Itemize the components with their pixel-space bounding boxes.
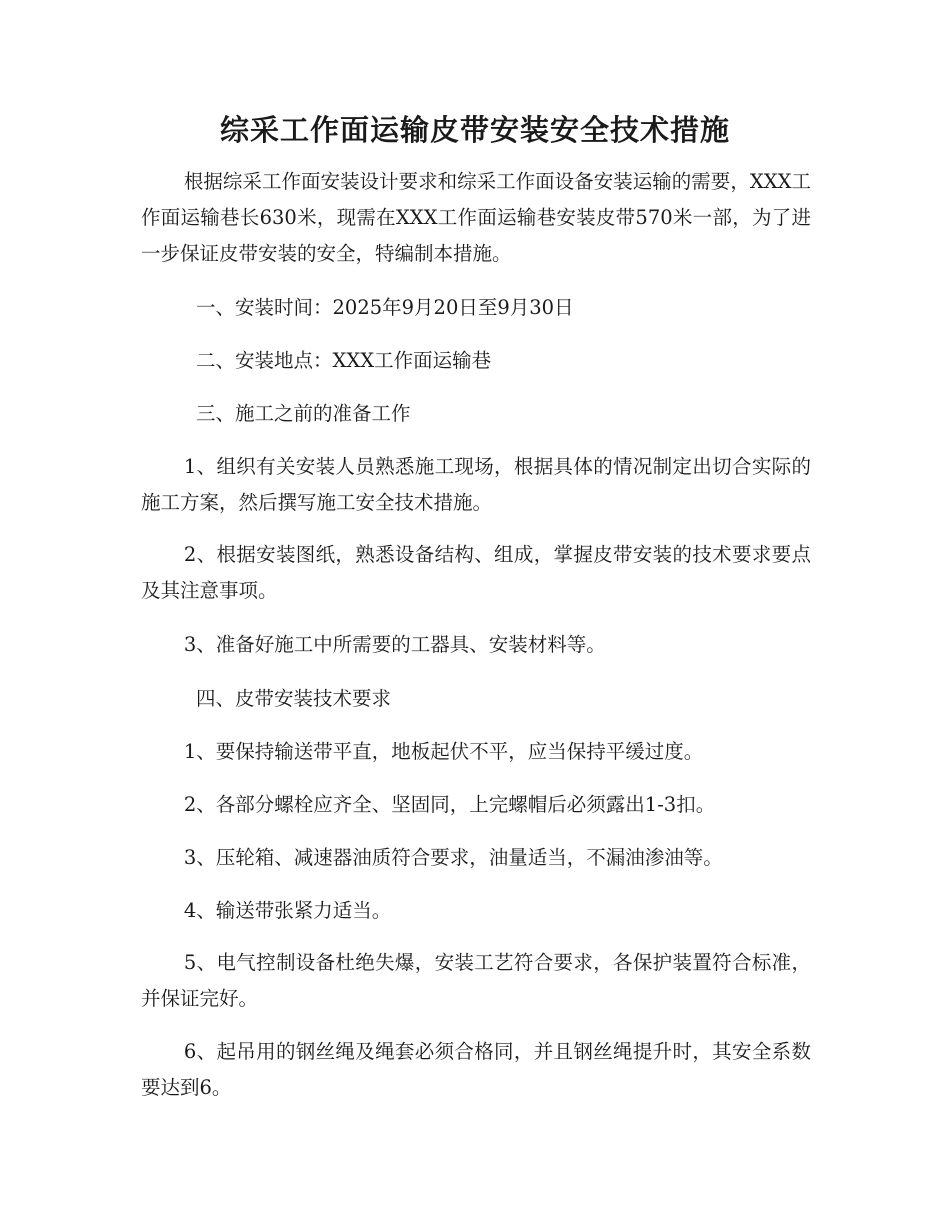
section-installation-location: 二、安装地点：XXX工作面运输巷 xyxy=(196,349,492,372)
document-title: 综采工作面运输皮带安装安全技术措施 xyxy=(219,113,730,147)
requirement-item-4: 4、输送带张紧力适当。 xyxy=(183,899,392,922)
section-preparation-heading: 三、施工之前的准备工作 xyxy=(196,402,411,425)
requirement-item-6: 6、起吊用的钢丝绳及绳套必须合格同，并且钢丝绳提升时，其安全系数要达到6。 xyxy=(141,1040,811,1099)
requirement-item-5: 5、电气控制设备杜绝失爆，安装工艺符合要求，各保护装置符合标准，并保证完好。 xyxy=(141,951,811,1010)
requirement-item-1: 1、要保持输送带平直，地板起伏不平，应当保持平缓过度。 xyxy=(183,740,704,763)
requirement-item-3: 3、压轮箱、减速器油质符合要求，油量适当，不漏油渗油等。 xyxy=(183,846,723,869)
prep-item-2: 2、根据安装图纸，熟悉设备结构、组成，掌握皮带安装的技术要求要点及其注意事项。 xyxy=(141,543,811,602)
section-requirements-heading: 四、皮带安装技术要求 xyxy=(196,687,392,710)
intro-paragraph: 根据综采工作面安装设计要求和综采工作面设备安装运输的需要，XXX工作面运输巷长630米，现需在XXX工作面运输巷安装皮带570米一部，为了进一步保证皮带安装的安全，特编制本措施。 xyxy=(141,170,811,265)
prep-item-3: 3、准备好施工中所需要的工器具、安装材料等。 xyxy=(183,633,606,656)
requirement-item-2: 2、各部分螺栓应齐全、坚固同，上完螺帽后必须露出1-3扣。 xyxy=(183,793,716,816)
prep-item-1: 1、组织有关安装人员熟悉施工现场，根据具体的情况制定出切合实际的施工方案，然后撰写施工安全技术措施。 xyxy=(141,455,811,514)
section-installation-time: 一、安装时间：2025年9月20日至9月30日 xyxy=(196,296,574,319)
